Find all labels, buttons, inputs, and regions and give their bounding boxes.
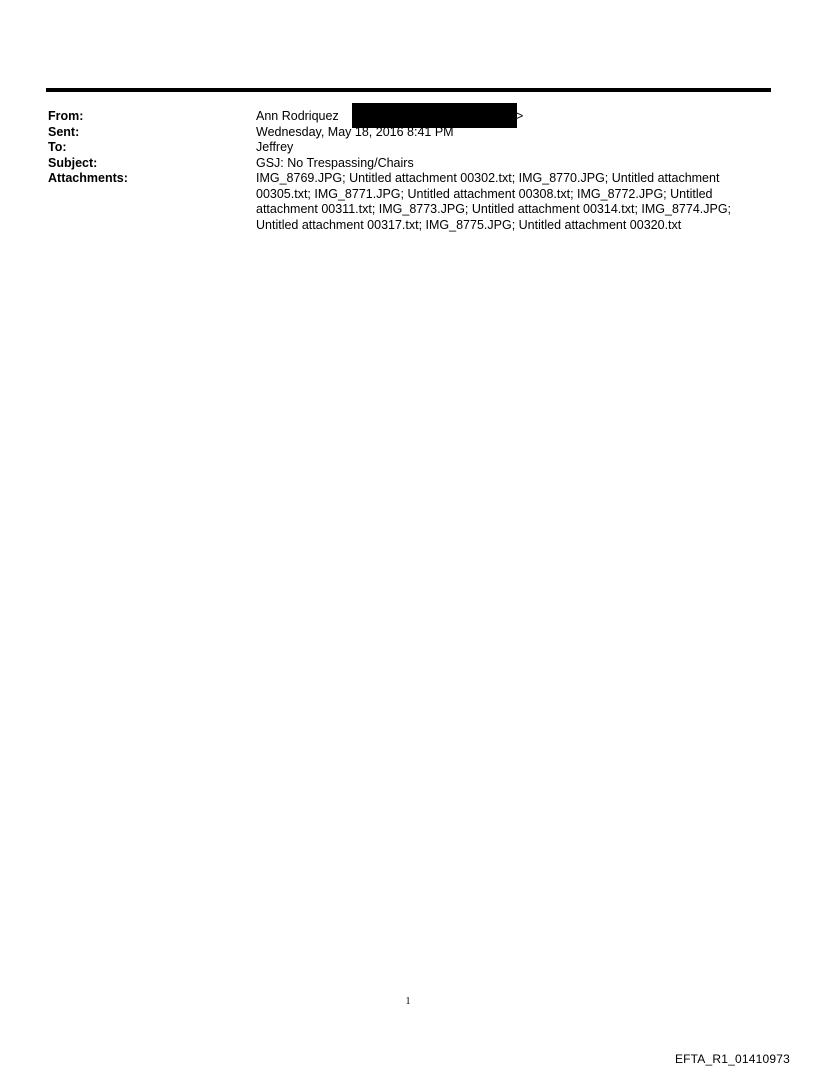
to-value: Jeffrey (256, 140, 294, 154)
to-row (48, 140, 770, 156)
to-label: To: (48, 140, 67, 154)
sent-row (48, 125, 770, 141)
header-rule (46, 88, 771, 92)
subject-value: GSJ: No Trespassing/Chairs (256, 155, 414, 170)
sent-label: Sent: (48, 124, 80, 139)
from-row (48, 109, 770, 125)
attachments-value: IMG_8769.JPG; Untitled attachment 00302.txt; IMG_8770.JPG; Untitled attachment 00305.txt; IMG_8771.JPG; Untitled attachment 00308.txt; IMG_8772.JPG; Untitled attachment 00311.txt; IMG_8773.JPG; Untitled attachment 00314.txt; IMG_8774.JPG; Untitled attachment 00317.txt; IMG_8775.JPG; Untitled attachment 00320.txt (256, 171, 732, 232)
attachments-label: Attachments: (48, 171, 128, 185)
from-label: From: (48, 109, 84, 123)
sent-value: Wednesday, May 18, 2016 8:41 PM (256, 124, 454, 139)
subject-label: Subject: (48, 155, 98, 170)
from-value (256, 109, 770, 125)
from-address-end: > (516, 109, 524, 123)
document-id: EFTA_R1_01410973 (674, 1052, 790, 1066)
attachments-row (48, 171, 770, 233)
email-header (48, 109, 770, 233)
from-name: Ann Rodriquez (256, 109, 339, 123)
subject-row (48, 156, 770, 172)
page-number: 1 (405, 996, 411, 1007)
